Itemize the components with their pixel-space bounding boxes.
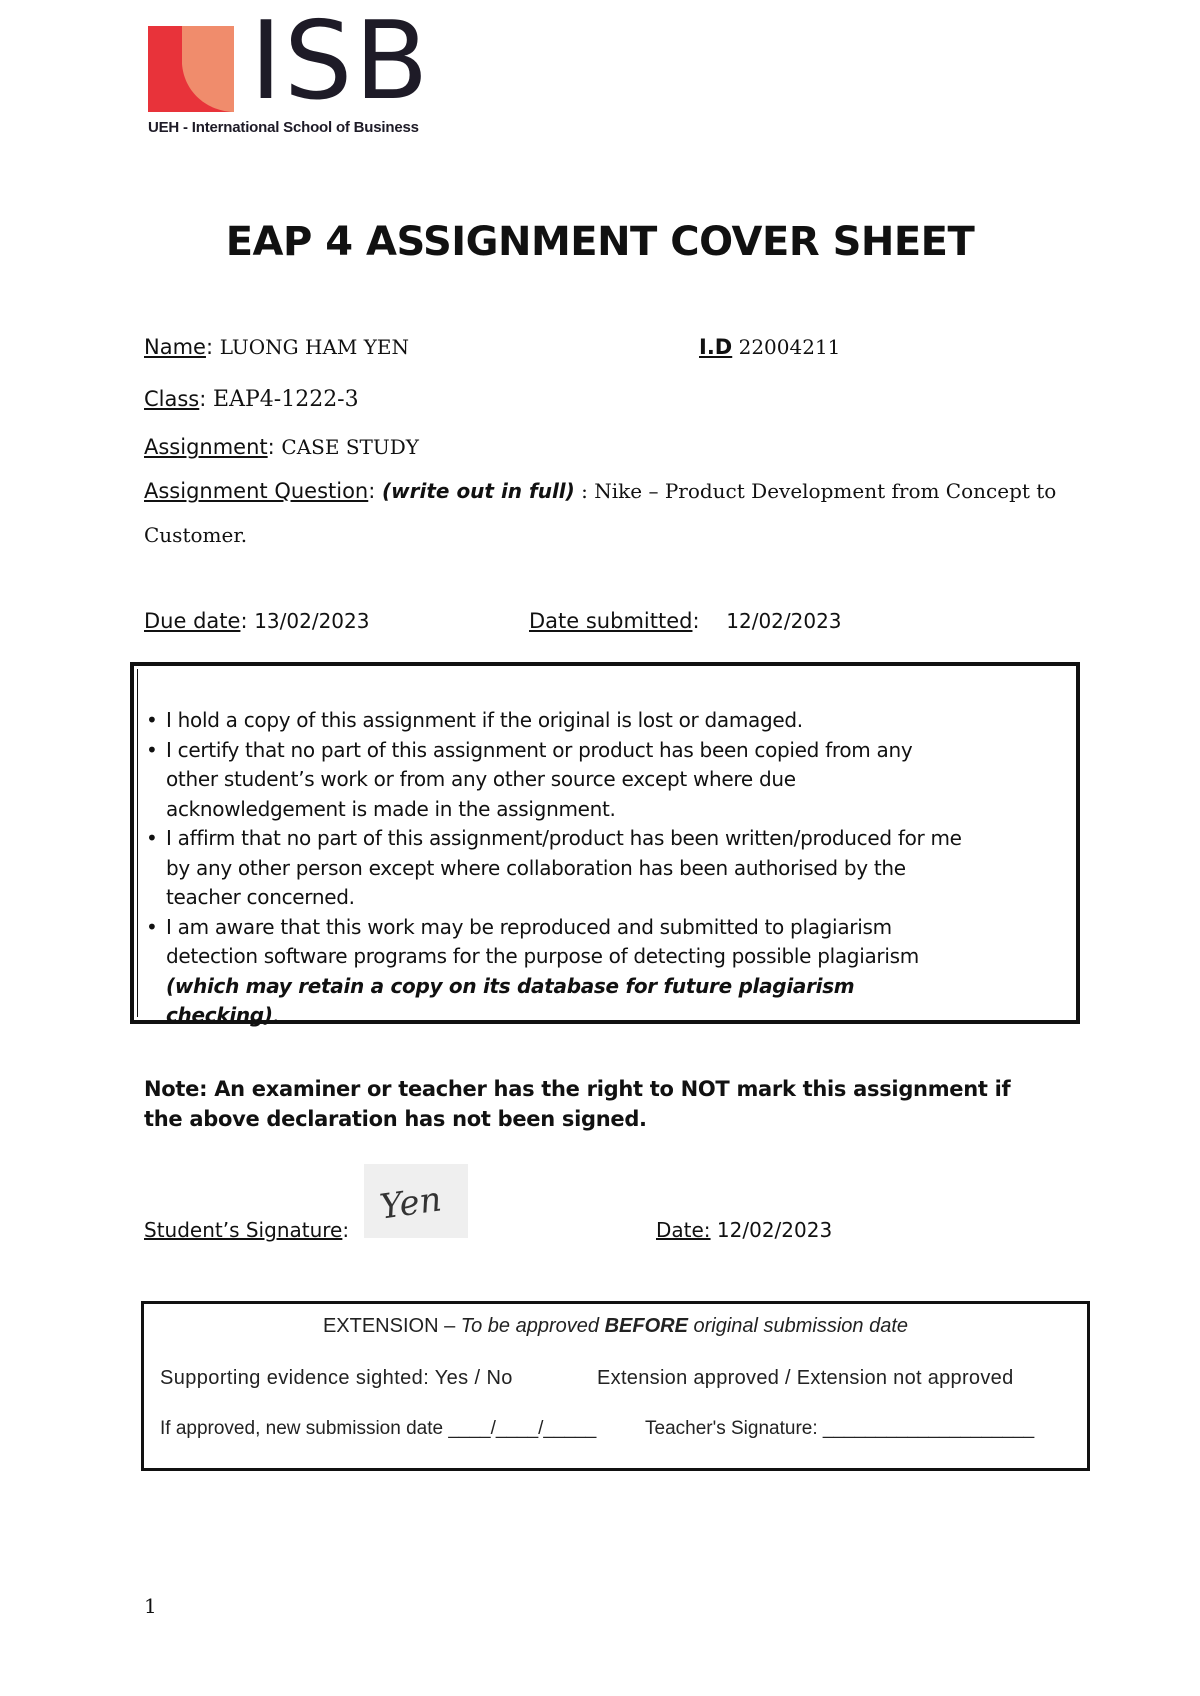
page-title: EAP 4 ASSIGNMENT COVER SHEET <box>225 219 975 265</box>
name-row: Name: LUONG HAM YEN <box>144 335 410 359</box>
extension-teacher-signature: Teacher's Signature: ____________________ <box>645 1418 1035 1439</box>
declaration-item: • I certify that no part of this assignment or product has been copied from any other student’s work or from any other source except where due acknowledgement is made in the assignment. <box>146 737 913 821</box>
declaration-box <box>130 662 1080 1027</box>
bullet-icon: • <box>146 914 158 939</box>
question-value-line1: Nike – Product Development from Concept to <box>594 479 1057 503</box>
extension-evidence: Supporting evidence sighted: Yes / No <box>160 1367 513 1389</box>
question-label: Assignment Question <box>144 479 369 503</box>
assignment-label: Assignment <box>144 435 268 459</box>
question-row: Assignment Question: (write out in full) : Nike – Product Development from Concept to <box>144 479 1057 503</box>
id-value: 22004211 <box>738 335 841 359</box>
name-value: LUONG HAM YEN <box>219 335 410 359</box>
due-row: Due date: 13/02/2023 <box>144 609 370 633</box>
extension-new-date: If approved, new submission date ____/____/_____ <box>160 1418 597 1439</box>
note-text: Note: An examiner or teacher has the right to NOT mark this assignment if the above declaration has not been signed. <box>144 1077 1011 1131</box>
extension-box <box>141 1301 1090 1471</box>
declaration-item: • I hold a copy of this assignment if the original is lost or damaged. <box>146 706 966 736</box>
isb-logo-subtitle: UEH - International School of Business <box>148 119 419 136</box>
submitted-row: Date submitted: 12/02/2023 <box>529 609 842 633</box>
signature-label: Student’s Signature <box>144 1218 343 1242</box>
page-number: 1 <box>144 1594 157 1618</box>
signature-date-row <box>656 1215 832 1247</box>
bullet-icon: • <box>146 826 158 850</box>
bullet-icon: • <box>146 708 158 732</box>
signature-image <box>364 1164 468 1238</box>
extension-approved: Extension approved / Extension not approved <box>597 1367 1014 1389</box>
assignment-row: Assignment: CASE STUDY <box>144 435 419 459</box>
question-value-line2: Customer. <box>144 523 248 547</box>
extension-heading: EXTENSION – To be approved BEFORE original submission date <box>322 1315 909 1337</box>
isb-logo-mark <box>148 26 236 112</box>
question-row-2 <box>144 520 247 552</box>
due-label: Due date <box>144 609 241 633</box>
bullet-icon: • <box>146 737 158 762</box>
submitted-value: 12/02/2023 <box>726 609 842 633</box>
declaration-item: • I am aware that this work may be reproduced and submitted to plagiarism detection software programs for the purpose of detecting possible plagiarism (which may retain a copy on its database for future plagiarism checking). <box>146 914 919 1027</box>
class-value: EAP4-1222-3 <box>213 387 359 412</box>
class-label: Class <box>144 387 200 411</box>
due-value: 13/02/2023 <box>254 609 370 633</box>
id-row <box>699 332 840 364</box>
question-hint: (write out in full) <box>382 479 575 503</box>
isb-logo-letters: ISB <box>250 0 431 124</box>
submitted-label: Date submitted <box>529 609 693 633</box>
assignment-value: CASE STUDY <box>281 435 419 459</box>
declaration-list <box>146 706 966 1031</box>
signature-date-value: 12/02/2023 <box>716 1218 833 1242</box>
name-label: Name <box>144 335 206 359</box>
id-label: I.D <box>699 335 733 359</box>
svg-text:Yen: Yen <box>377 1179 444 1228</box>
declaration-item: • I affirm that no part of this assignment/product has been written/produced for me by any other person except where collaboration has been authorised by the teacher concerned. <box>146 826 962 909</box>
isb-logo <box>148 0 438 144</box>
signature-date-label: Date: <box>656 1218 711 1242</box>
class-row: Class: EAP4-1222-3 <box>144 387 359 412</box>
signature-icon <box>364 1164 468 1238</box>
signature-row: Student’s Signature: <box>144 1218 350 1242</box>
declaration-italic-note: (which may retain a copy on its database for future plagiarism checking) <box>166 973 855 1027</box>
